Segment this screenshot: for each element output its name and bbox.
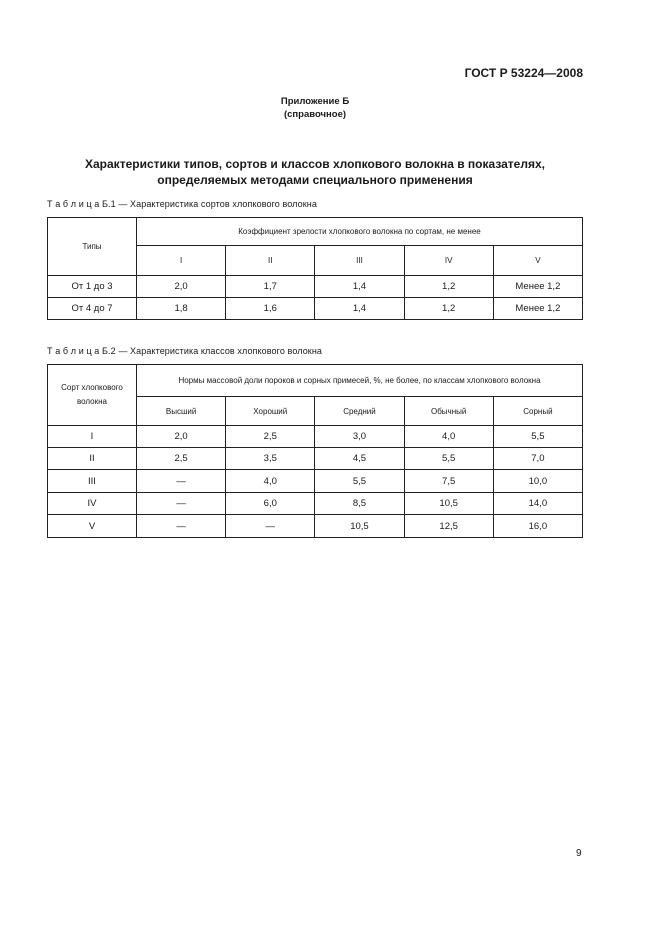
table-cell: 10,5 bbox=[315, 515, 404, 538]
table-cell: 6,0 bbox=[226, 493, 315, 515]
appendix-header bbox=[0, 95, 630, 121]
table-cell: Менее 1,2 bbox=[493, 276, 582, 298]
table-cell: 1,4 bbox=[315, 276, 404, 298]
table-row bbox=[48, 515, 583, 538]
table1-caption: Т а б л и ц а Б.1 — Характеристика сортов хлопкового волокна bbox=[47, 199, 317, 209]
table-row bbox=[48, 426, 583, 448]
appendix-note: (справочное) bbox=[283, 109, 347, 120]
table2-class-header: Хороший bbox=[226, 397, 315, 426]
table-cell: — bbox=[137, 515, 226, 538]
table-cell: 7,0 bbox=[493, 448, 582, 470]
table-row bbox=[48, 298, 583, 320]
table1 bbox=[47, 217, 583, 320]
table-cell: 2,5 bbox=[226, 426, 315, 448]
table2-class-header: Средний bbox=[315, 397, 404, 426]
table1-type-cell: От 1 до 3 bbox=[48, 276, 137, 298]
table2-class-header: Высший bbox=[137, 397, 226, 426]
table1-sort-header: II bbox=[226, 246, 315, 276]
table-cell: 5,5 bbox=[315, 470, 404, 493]
section-heading bbox=[0, 156, 630, 188]
table-cell: 1,8 bbox=[137, 298, 226, 320]
table-row bbox=[48, 493, 583, 515]
table2-sort-cell: III bbox=[48, 470, 137, 493]
table-cell: 4,0 bbox=[226, 470, 315, 493]
table2-caption: Т а б л и ц а Б.2 — Характеристика классов хлопкового волокна bbox=[47, 346, 323, 356]
table-cell: Менее 1,2 bbox=[493, 298, 582, 320]
table-cell: 2,5 bbox=[137, 448, 226, 470]
table-cell: 8,5 bbox=[315, 493, 404, 515]
table-cell: 1,2 bbox=[404, 276, 493, 298]
table2-class-header: Сорный bbox=[493, 397, 582, 426]
table-cell: 10,5 bbox=[404, 493, 493, 515]
table-row bbox=[48, 448, 583, 470]
table2-sort-cell: II bbox=[48, 448, 137, 470]
table-cell: 14,0 bbox=[493, 493, 582, 515]
table-cell: — bbox=[226, 515, 315, 538]
table-cell: 3,5 bbox=[226, 448, 315, 470]
table-cell: 1,4 bbox=[315, 298, 404, 320]
table2-class-header: Обычный bbox=[404, 397, 493, 426]
table-cell: 1,2 bbox=[404, 298, 493, 320]
table-cell: 1,6 bbox=[226, 298, 315, 320]
table2-sort-cell: IV bbox=[48, 493, 137, 515]
table2-group-header: Нормы массовой доли пороков и сорных примесей, %, не более, по классам хлопкового волокна bbox=[137, 365, 583, 397]
table-cell: 3,0 bbox=[315, 426, 404, 448]
table1-sort-header: V bbox=[493, 246, 582, 276]
table-cell: 5,5 bbox=[404, 448, 493, 470]
table-cell: 16,0 bbox=[493, 515, 582, 538]
heading-line-1: Характеристики типов, сортов и классов хлопкового волокна в показателях, bbox=[85, 157, 545, 171]
table-cell: 10,0 bbox=[493, 470, 582, 493]
table2 bbox=[47, 364, 583, 538]
table1-sort-header: IV bbox=[404, 246, 493, 276]
table1-types-header: Типы bbox=[48, 218, 137, 276]
page-number: 9 bbox=[576, 848, 582, 859]
table1-sort-header: III bbox=[315, 246, 404, 276]
table-cell: 4,0 bbox=[404, 426, 493, 448]
standard-number: ГОСТ Р 53224—2008 bbox=[464, 66, 583, 80]
table-row bbox=[48, 470, 583, 493]
table-cell: 7,5 bbox=[404, 470, 493, 493]
table-cell: — bbox=[137, 470, 226, 493]
table-row bbox=[48, 276, 583, 298]
table-cell: — bbox=[137, 493, 226, 515]
table1-sort-header: I bbox=[137, 246, 226, 276]
table-cell: 5,5 bbox=[493, 426, 582, 448]
table1-group-header: Коэффициент зрелости хлопкового волокна по сортам, не менее bbox=[137, 218, 583, 246]
table2-sort-header: Сорт хлопкового волокна bbox=[48, 365, 137, 426]
table-cell: 2,0 bbox=[137, 276, 226, 298]
table-cell: 4,5 bbox=[315, 448, 404, 470]
table2-sort-cell: I bbox=[48, 426, 137, 448]
table-cell: 1,7 bbox=[226, 276, 315, 298]
table2-sort-cell: V bbox=[48, 515, 137, 538]
table1-type-cell: От 4 до 7 bbox=[48, 298, 137, 320]
appendix-title: Приложение Б bbox=[280, 96, 350, 107]
heading-line-2: определяемых методами специального применения bbox=[157, 173, 473, 187]
table-cell: 2,0 bbox=[137, 426, 226, 448]
table-cell: 12,5 bbox=[404, 515, 493, 538]
